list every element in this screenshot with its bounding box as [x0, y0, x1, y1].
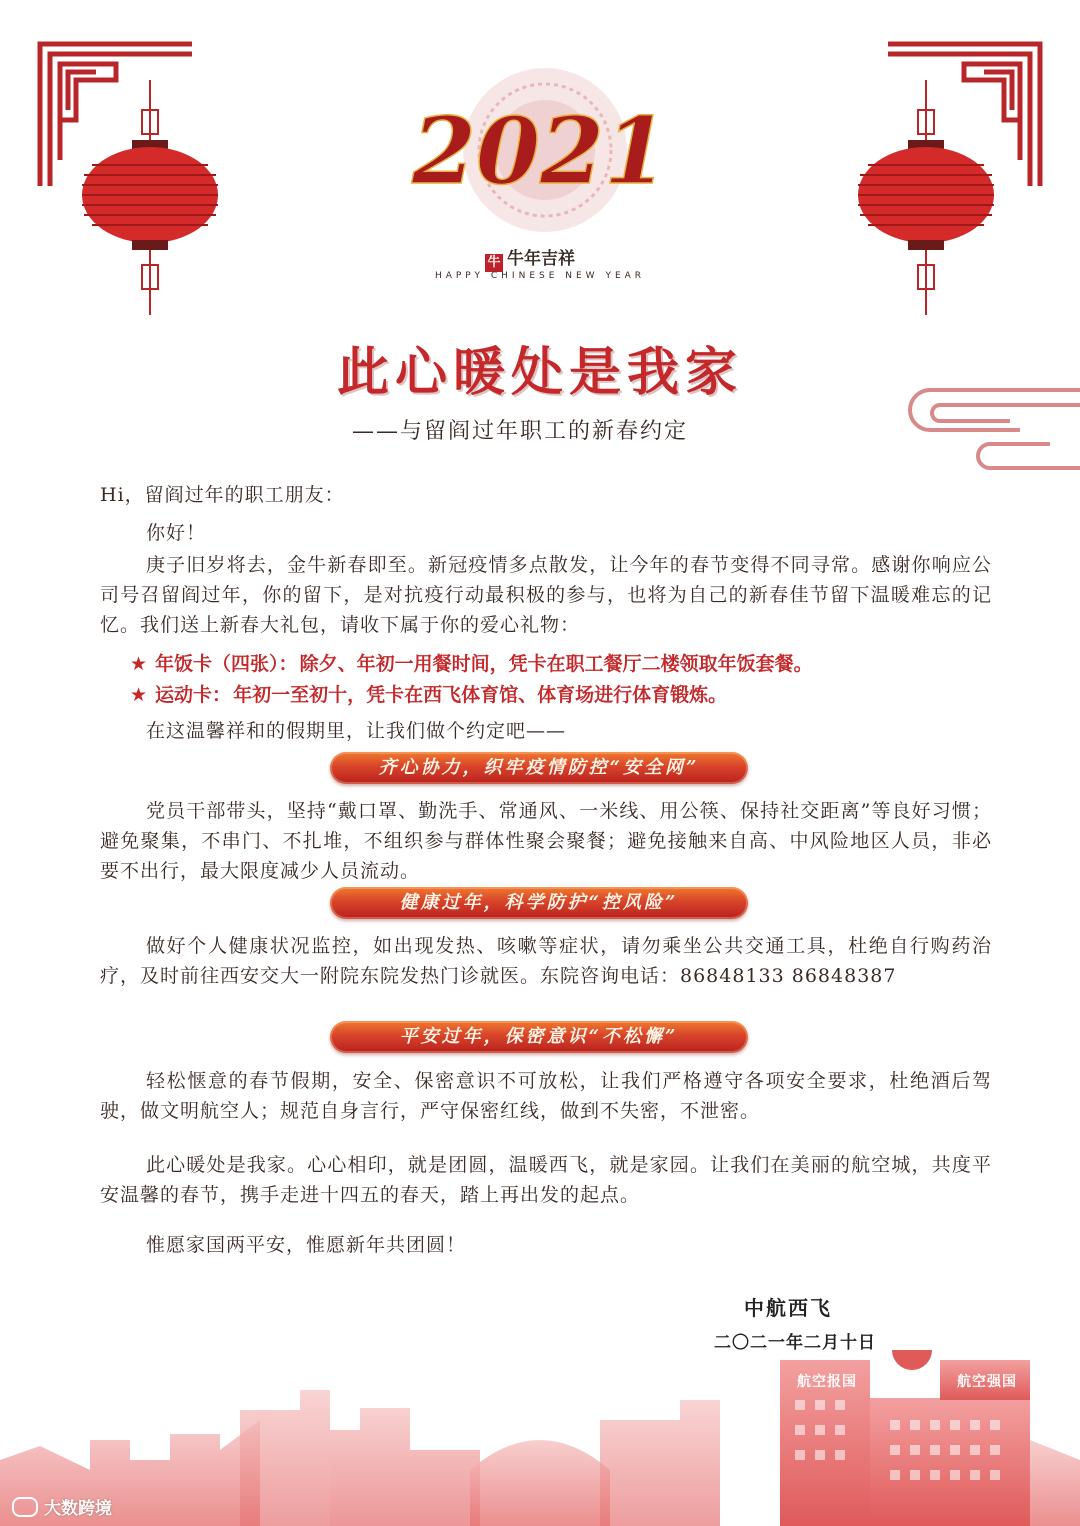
- section-text-prevention: 党员干部带头，坚持“戴口罩、勤洗手、常通风、一米线、用公筷、保持社交距离”等良好习惯；避免聚集，不串门、不扎堆，不组织参与群体性聚会聚餐；避免接触来自高、中风险地区人员，非必要不出行，最大限度减少人员流动。: [100, 800, 992, 882]
- star-icon: ★: [130, 653, 148, 675]
- lantern-left-icon: [70, 80, 230, 320]
- gift-text: 年初一至初十，凭卡在西飞体育馆、体育场进行体育锻炼。: [233, 684, 728, 706]
- gift-label: 年饭卡（四张）：: [155, 653, 298, 675]
- city-skyline-illustration: [0, 1350, 1080, 1526]
- lead-line: 在这温馨祥和的假期里，让我们做个约定吧——: [146, 720, 567, 742]
- slogan-left: 航空报国: [797, 1374, 857, 1390]
- logo-year-text: 2021: [411, 97, 669, 205]
- signature-org: 中航西飞: [744, 1296, 832, 1320]
- page-title: 此心暖处是我家: [336, 342, 743, 403]
- lantern-right-icon: [846, 80, 1006, 320]
- gift-item-sports-card: [130, 680, 990, 710]
- section-banner-health: 健康过年，科学防护“控风险”: [330, 887, 748, 919]
- intro-paragraph: 庚子旧岁将去，金牛新春即至。新冠疫情多点散发，让今年的春节变得不同寻常。感谢你响应公司号召留阎过年，你的留下，是对抗疫行动最积极的参与，也将为自己的新春佳节留下温暖难忘的记忆。我们送上新春大礼包，请收下属于你的爱心礼物：: [100, 554, 992, 636]
- cloud-swirl-icon: [880, 380, 1080, 490]
- signature-date: 二〇二一年二月十日: [714, 1333, 876, 1353]
- section-banner-prevention: 齐心协力，织牢疫情防控“安全网”: [330, 752, 748, 784]
- logo-tagline-cn: 牛 牛年吉祥: [485, 244, 605, 272]
- hello-line: 你好！: [146, 522, 207, 544]
- gift-item-meal-card: [130, 649, 990, 679]
- gift-text: 除夕、年初一用餐时间，凭卡在职工餐厅二楼领取年饭套餐。: [299, 653, 813, 675]
- gift-label: 运动卡：: [155, 684, 232, 706]
- section-text-health: 做好个人健康状况监控，如出现发热、咳嗽等症状，请勿乘坐公共交通工具，杜绝自行购药治疗，及时前往西安交大一附院东院发热门诊就医。东院咨询电话：86848133 86848387: [100, 935, 992, 987]
- slogan-right: 航空强国: [957, 1374, 1017, 1390]
- watermark-logo-icon: [12, 1497, 38, 1517]
- greeting: Hi，留阎过年的职工朋友：: [100, 484, 345, 506]
- section-banner-safety: 平安过年，保密意识“不松懈”: [330, 1021, 748, 1053]
- wish-line: 惟愿家国两平安，惟愿新年共团圆！: [146, 1234, 467, 1256]
- star-icon: ★: [130, 684, 148, 706]
- closing-paragraph: 此心暖处是我家。心心相印，就是团圆，温暖西飞，就是家园。让我们在美丽的航空城，共度平安温馨的春节，携手走进十四五的春天，踏上再出发的起点。: [100, 1154, 992, 1206]
- watermark: 大数跨境: [12, 1494, 112, 1519]
- section-text-safety: 轻松惬意的春节假期，安全、保密意识不可放松，让我们严格遵守各项安全要求，杜绝酒后驾驶，做文明航空人；规范自身言行，严守保密红线，做到不失密，不泄密。: [100, 1070, 992, 1122]
- page-subtitle: ——与留阎过年职工的新春约定: [352, 419, 689, 444]
- logo-tagline-en: HAPPY CHINESE NEW YEAR: [434, 271, 646, 281]
- logo-seal-icon: 牛: [485, 254, 503, 272]
